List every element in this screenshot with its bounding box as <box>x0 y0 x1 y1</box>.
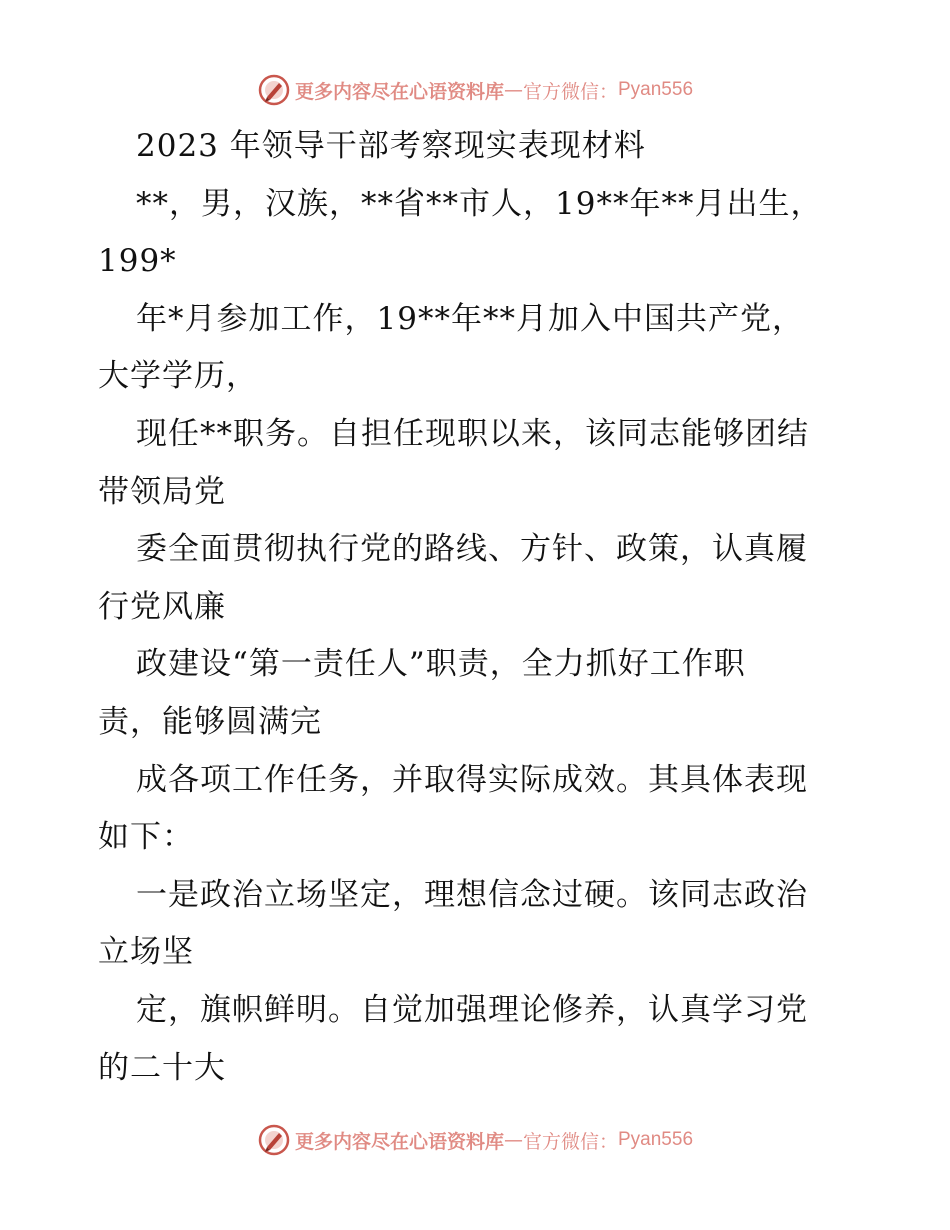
banner-slogan: 更多内容尽在心语资料库 <box>294 1130 504 1153</box>
banner-contact-id: Pyan556 <box>618 79 694 100</box>
paragraph-line: 199* <box>98 243 177 280</box>
banner-separator: — <box>503 1129 523 1151</box>
paragraph-line: 立场坚 <box>98 934 194 971</box>
paragraph-line: **，男，汉族，**省**市人，19**年**月出生， <box>136 185 823 222</box>
paragraph-line: 定，旗帜鲜明。自觉加强理论修养，认真学习党 <box>136 991 808 1028</box>
paragraph-line: 带领局党 <box>98 473 226 510</box>
paragraph-line: 一是政治立场坚定，理想信念过硬。该同志政治 <box>136 876 808 913</box>
paragraph-line: 成各项工作任务，并取得实际成效。其具体表现 <box>136 761 808 798</box>
header-banner <box>0 70 950 110</box>
banner-separator: — <box>503 79 523 101</box>
banner-contact-id: Pyan556 <box>618 1129 694 1150</box>
paragraph-line: 大学学历， <box>98 358 258 395</box>
paragraph-line: 的二十大 <box>98 1049 226 1086</box>
paragraph-line: 现任**职务。自担任现职以来，该同志能够团结 <box>136 415 809 452</box>
paragraph-line: 政建设“第一责任人”职责，全力抓好工作职 <box>136 646 746 683</box>
banner-contact-label: 官方微信： <box>522 1130 618 1153</box>
document-body <box>98 118 858 1097</box>
paragraph-line: 年*月参加工作，19**年**月加入中国共产党， <box>136 300 804 337</box>
pen-logo-icon <box>257 1123 291 1157</box>
paragraph-line: 责，能够圆满完 <box>98 703 322 740</box>
paragraph-line: 行党风廉 <box>98 588 226 625</box>
paragraph-line: 委全面贯彻执行党的路线、方针、政策，认真履 <box>136 531 808 568</box>
pen-logo-icon <box>257 73 291 107</box>
banner-slogan: 更多内容尽在心语资料库 <box>294 80 504 103</box>
document-title: 2023 年领导干部考察现实表现材料 <box>136 128 646 164</box>
paragraph-line: 如下： <box>98 819 194 856</box>
footer-banner <box>0 1120 950 1160</box>
banner-contact-label: 官方微信： <box>522 80 618 103</box>
